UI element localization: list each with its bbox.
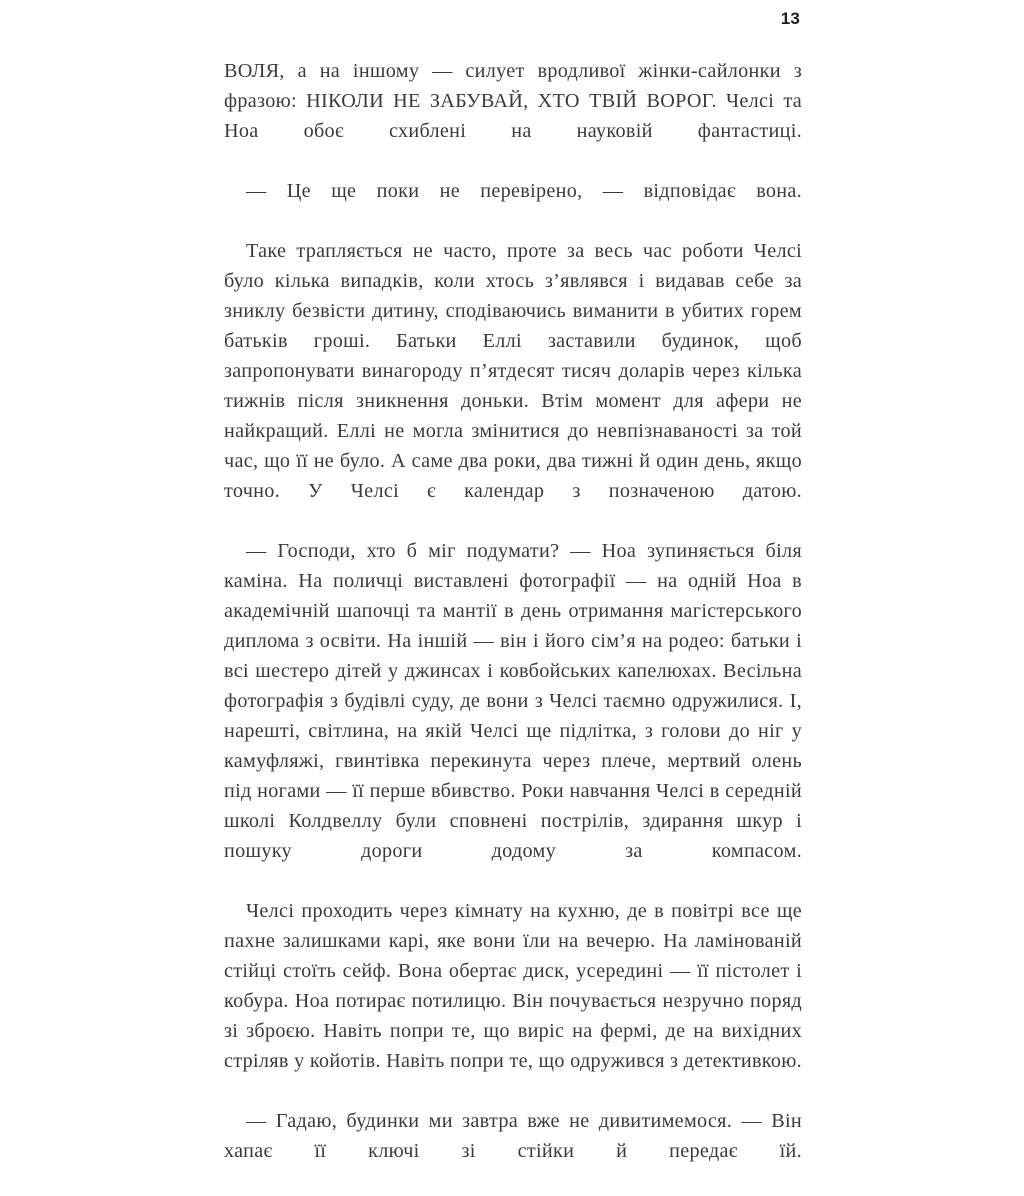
text-run: — Це ще поки не перевірено, — відповідає вона. — [246, 180, 802, 202]
text-run: Челсі проходить через кімнату на кухню, де в повітрі все ще пахне залишками карі, яке вони їли на вечерю. На ламінованій стійці стоїть сейф. Вона обертає диск, усередині — її пістолет і кобура. Ноа потирає потилицю. Він почувається незручно поряд зі зброєю. Навіть попри те, що виріс на фермі, де на вихідних стріляв у койотів. Навіть попри те, що одружився з детективкою. — [224, 900, 802, 1072]
paragraph — [224, 56, 802, 176]
paragraph — [224, 236, 802, 536]
text-run: , а на іншому — силует вродливої жінки-сайлонки з фразою: — [224, 60, 802, 112]
body-text-block — [224, 56, 802, 1196]
page-number: 13 — [780, 9, 800, 28]
caps-run: НІКОЛИ НЕ ЗАБУВАЙ, ХТО ТВІЙ ВОРОГ — [306, 90, 712, 112]
paragraph — [224, 536, 802, 896]
caps-run: ВОЛЯ — [224, 60, 280, 82]
text-run: Таке трапляється не часто, проте за весь час роботи Челсі було кілька випадків, коли хтось з’являвся і видавав себе за зниклу безвісти дитину, сподіваючись виманити в убитих горем батьків гроші. Батьки Еллі заставили будинок, щоб запропонувати винагороду п’ятдесят тисяч доларів через кілька тижнів після зникнення доньки. Втім момент для афери не найкращий. Еллі не могла змінитися до невпізнаваності за той час, що її не було. А саме два роки, два тижні й один день, якщо точно. У Челсі є календар з позначеною датою. — [224, 240, 802, 502]
text-run: . Челсі та Ноа обоє схиблені на науковій фантастиці. — [224, 90, 802, 142]
paragraph — [224, 896, 802, 1106]
paragraph — [224, 176, 802, 236]
text-run: — Господи, хто б міг подумати? — Ноа зупиняється біля каміна. На поличці виставлені фотографії — на одній Ноа в академічній шапочці та мантії в день отримання магістерського диплома з освіти. На іншій — він і його сім’я на родео: батьки і всі шестеро дітей у джинсах і ковбойських капелюхах. Весільна фотографія з будівлі суду, де вони з Челсі таємно одружилися. І, нарешті, світлина, на якій Челсі ще підлітка, з голови до ніг у камуфляжі, гвинтівка перекинута через плече, мертвий олень під ногами — її перше вбивство. Роки навчання Челсі в середній школі Колдвеллу були сповнені пострілів, здирання шкур і пошуку дороги додому за компасом. — [224, 540, 802, 862]
text-run: — Гадаю, будинки ми завтра вже не дивитимемося. — Він хапає її ключі зі стійки й передає їй. — [224, 1110, 802, 1162]
paragraph — [224, 1106, 802, 1196]
